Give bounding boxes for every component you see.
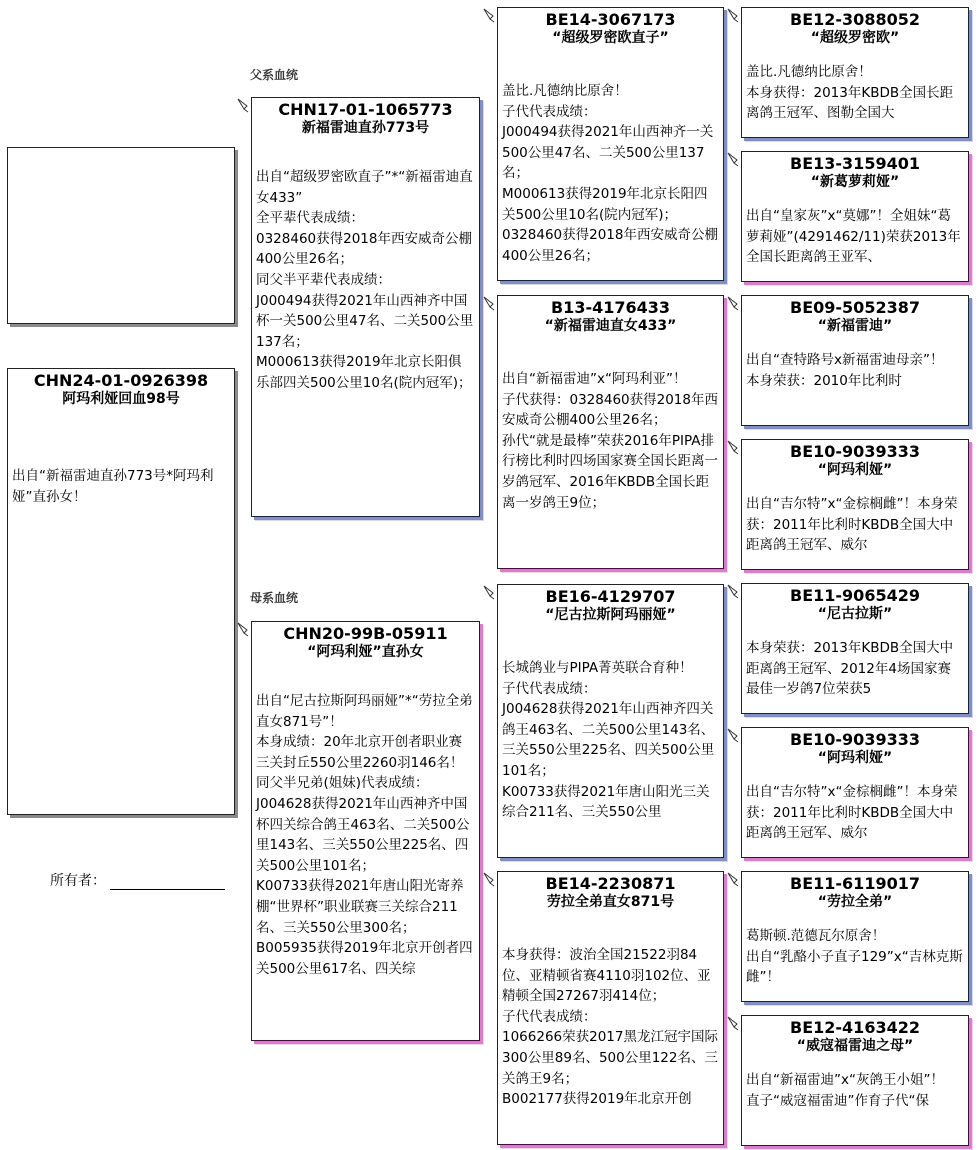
subject-card[interactable] [7,368,235,815]
dss-description: 本身荣获：2013年KBDB全国大中距离鸽王冠军、2012年4场国家赛最佳一岁鸽7位荣获5 [746,640,954,698]
sire-sire-card[interactable] [497,7,724,281]
sire-name: 新福雷迪直孙773号 [301,120,430,136]
ssd-ring-number: BE13-3159401 [790,154,920,173]
pin-icon [725,871,741,887]
sire-sire-name: “超级罗密欧直子” [552,30,669,46]
pin-icon [481,871,497,887]
subject-name: 阿玛利娅回血98号 [62,391,180,407]
sire-dam-ring-number: B13-4176433 [550,298,671,317]
photo-frame [7,147,235,324]
subject-ring-number: CHN24-01-0926398 [33,371,209,390]
sdd-card[interactable] [741,439,969,570]
pin-icon [481,7,497,23]
dds-name: “劳拉全弟” [817,894,893,910]
sire-card[interactable] [251,97,480,517]
dam-dam-card[interactable] [497,871,724,1145]
dsd-name: “阿玛利娅” [817,750,893,766]
dam-dam-ring-number: BE14-2230871 [545,874,676,893]
pin-icon [725,1015,741,1031]
sss-card[interactable] [741,7,969,138]
sire-dam-card[interactable] [497,295,724,569]
dds-card[interactable] [741,871,969,1002]
sds-ring-number: BE09-5052387 [790,298,920,317]
sire-dam-name: “新福雷迪直女433” [544,318,677,334]
dam-sire-card[interactable] [497,584,724,858]
sire-dam-description: 出自“新福雷迪”x“阿玛利亚”！ 子代获得：0328460获得2018年西安威奇公棚400公里26名； 孙代“就是最棒”荣获2016年PIPA排行榜比利时四场国家赛全国长距离一岁鸽冠军、2016年KBDB全国长距离一岁鸽王9位； [502,371,718,511]
sss-name: “超级罗密欧” [810,30,900,46]
owner-field [50,870,225,890]
pin-icon [725,583,741,599]
sdd-description: 出自“吉尔特”x“金棕榈雌”！本身荣获：2011年比利时KBDB全国大中距离鸽王冠军、威尔 [746,496,958,554]
dds-ring-number: BE11-6119017 [790,874,920,893]
dsd-card[interactable] [741,727,969,858]
dss-card[interactable] [741,583,969,714]
sss-ring-number: BE12-3088052 [790,10,920,29]
ddd-name: “威寇福雷迪之母” [796,1038,914,1054]
owner-line [110,875,225,890]
dsd-description: 出自“吉尔特”x“金棕榈雌”！本身荣获：2011年比利时KBDB全国大中距离鸽王冠军、威尔 [746,784,958,842]
pin-icon [481,295,497,311]
pin-icon [725,151,741,167]
sds-card[interactable] [741,295,969,426]
pin-icon [725,7,741,23]
dam-section-label: 母系血统 [250,591,299,605]
sds-name: “新福雷迪” [817,318,893,334]
dam-sire-ring-number: BE16-4129707 [545,587,676,606]
sire-description: 出自“超级罗密欧直子”*“新福雷迪直女433” 全平辈代表成绩： 0328460获得2018年西安威奇公棚400公里26名； 同父半平辈代表成绩： J000494获得2021年山西神齐中国杯一关500公里47名、二关500公里137名； M000613获得2019年北京长阳俱乐部四关500公里10名(院内冠军)； [256,169,474,391]
sdd-ring-number: BE10-9039333 [790,442,920,461]
sire-ring-number: CHN17-01-1065773 [278,100,453,119]
sdd-name: “阿玛利娅” [817,462,893,478]
ddd-ring-number: BE12-4163422 [790,1018,920,1037]
dss-ring-number: BE11-9065429 [790,586,920,605]
pin-icon [235,621,251,637]
sds-description: 出自“查特路号x新福雷迪母亲”！ 本身荣获：2010年比利时 [746,352,944,389]
owner-label: 所有者： [50,873,106,889]
dsd-ring-number: BE10-9039333 [790,730,920,749]
dam-name: “阿玛利娅”直孙女 [307,644,424,660]
ssd-card[interactable] [741,151,969,282]
sire-sire-ring-number: BE14-3067173 [545,10,676,29]
subject-description: 出自“新福雷迪直孙773号*阿玛利娅”直孙女！ [12,468,214,505]
pin-icon [725,439,741,455]
dam-sire-description: 长城鸽业与PIPA菁英联合育种！ 子代代表成绩： J004628获得2021年山西神齐四关鸽王463名、二关500公里143名、三关550公里225名、四关500公里101名； K00733获得2021年唐山阳光三关综合211名、三关550公里 [502,660,715,821]
ddd-description: 出自“新福雷迪”x“灰鸽王小姐”！ 直子“威寇福雷迪”作育子代“保 [746,1072,944,1109]
dam-card[interactable] [251,621,480,1041]
sss-description: 盖比.凡德纳比原舍！ 本身获得：2013年KBDB全国长距离鸽王冠军、图勒全国大 [746,64,954,122]
ssd-name: “新葛萝莉娅” [810,174,900,190]
sire-section-label: 父系血统 [250,68,299,82]
ddd-card[interactable] [741,1015,969,1146]
pin-icon [725,727,741,743]
ssd-description: 出自“皇家灰”x“莫娜”！全姐妹“葛萝莉娅”(4291462/11)荣获2013年全国长距离鸽王亚军、 [746,208,961,266]
dam-ring-number: CHN20-99B-05911 [283,624,448,643]
pin-icon [725,295,741,311]
dss-name: “尼古拉斯” [817,606,893,622]
dam-dam-description: 本身获得：波治全国21522羽84位、亚精顿省赛4110羽102位、亚精顿全国27267羽414位； 子代代表成绩： 1066266荣获2017黑龙江冠宇国际300公里89名、500公里122名、三关鸽王9名； B002177获得2019年北京开创 [502,947,718,1108]
sire-sire-description: 盖比.凡德纳比原舍！ 子代代表成绩： J000494获得2021年山西神齐一关500公里47名、二关500公里137名； M000613获得2019年北京长阳四关500公里10名(院内冠军)； 0328460获得2018年西安威奇公棚400公里26名； [502,83,718,264]
pin-icon [481,584,497,600]
dds-description: 葛斯顿.范德瓦尔原舍！ 出自“乳酪小子直子129”x“吉林克斯雌”！ [746,928,963,986]
dam-dam-name: 劳拉全弟直女871号 [546,894,675,910]
dam-sire-name: “尼古拉斯阿玛丽娅” [545,607,676,623]
pin-icon [235,97,251,113]
dam-description: 出自“尼古拉斯阿玛丽娅”*“劳拉全弟直女871号”！ 本身成绩：20年北京开创者职业赛三关封丘550公里2260羽146名！ 同父半兄弟(姐妹)代表成绩： J004628获得2021年山西神齐中国杯四关综合鸽王463名、二关500公里143名、三关550公里225名、四关500公里101名； K00733获得2021年唐山阳光寄养棚“世界杯”职业联赛三关综合211名、三关550公里300名； B005935获得2019年北京开创者四关500公里617名、四关综 [256,693,473,977]
